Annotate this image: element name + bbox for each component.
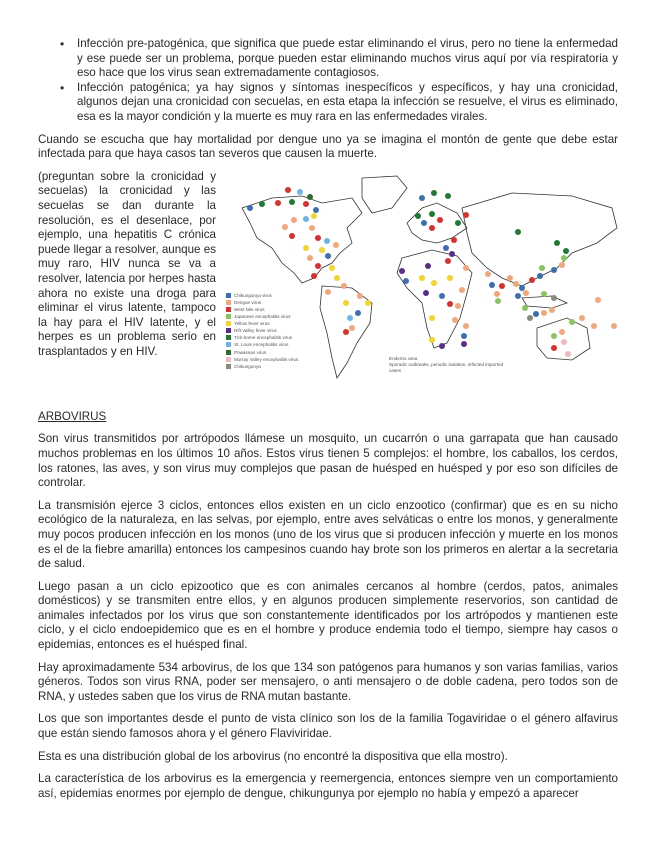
legend-item: Yellow fever virus [226,320,298,327]
legend-item: Murray Valley encephalitis virus [226,356,298,363]
paragraph: Son virus transmitidos por artrópodos llámese un mosquito, un cucarrón o una garrapata que han causado muchos problemas en los últimos 10 años. Estos virus tienen 5 complejos: el hombre, los caballos, los cerdos, los ratones, las aves, y son virus muy complejos que pasan de huésped en huésped y por eso son difíciles de controlar. [38,432,618,490]
paragraph: Luego pasan a un ciclo epizootico que es con animales cercanos al hombre (cerdos, patos, animales domésticos) y se transmiten entre ellos, y en algunos producen simplemente reservorios, son cantidad de animales infectados por los virus que son constantemente identificados por los artrópodos y mantienen este ciclo, y el ciclo endoepidemico que es en el hombre y produce endemia todo el tiempo, siempre hay casos o epidemias, entonces es el huésped final. [38,579,618,652]
legend-swatch-icon [226,357,231,362]
legend-swatch-icon [226,314,231,319]
legend-swatch-icon [226,293,231,298]
legend-item: Dengue virus [226,299,298,306]
arbovirus-world-map [222,168,630,386]
legend-swatch-icon [226,335,231,340]
legend-item: West Nile virus [226,306,298,313]
legend-swatch-icon [226,328,231,333]
paragraph: Hay aproximadamente 534 arbovirus, de los que 134 son patógenos para humanos y son varias familias, varios géneros. Todos son virus RNA, poder ser mensajero, o anti mensajero o de doble cadena, pero todos son de RNA, y ustedes saben que los virus de RNA mutan bastante. [38,660,618,703]
list-item: • Infección pre-patogénica, que significa que puede estar eliminando el virus, pero no tiene la enfermedad y ese puede ser un problema, porque pueden estar eliminando muchos virus aquí por vía respiratoria y eso hace que los virus sean extremadamente contagiosos. [77,37,618,81]
paragraph: Los que son importantes desde el punto de vista clínico son los de la familia Togaviridae o el género alfavirus que están siendo famosos ahora y el género Flaviviridae. [38,712,618,741]
map-legend-secondary [389,356,509,374]
paragraph-dengue: Cuando se escucha que hay mortalidad por dengue uno ya se imagina el montón de gente que debe estar infectada para que haya casos tan severos que causen la muerte. [38,132,618,161]
legend-item: Rift Valley fever virus [226,327,298,334]
legend-item: Tick-borne encephalitis virus [226,334,298,341]
list-item: • Infección patogénica; ya hay signos y síntomas inespecíficos y específicos, y hay una cronicidad, algunos dejan una cronicidad con secuelas, en esta etapa la infección se resuelve, el virus es eliminado, esa es la mayor condición y la muerte es muy rara en las enfermedades virales. [77,81,618,125]
section-heading: ARBOVIRUS [38,409,107,423]
legend-sporadic: Sporadic outbreaks, periodic isolation, infected imported cases [389,361,504,373]
legend-swatch-icon [226,321,231,326]
legend-swatch-icon [226,307,231,312]
legend-swatch-icon [226,342,231,347]
legend-item: Chikungunya virus [226,292,298,299]
legend-swatch-icon [226,364,231,369]
legend-item: Japanese encephalitis virus [226,313,298,320]
text-with-figure [38,170,618,392]
paragraph: Esta es una distribución global de los arbovirus (no encontré la dispositiva que ella mostro). [38,749,508,763]
document-page [38,37,618,809]
legend-swatch-icon [226,350,231,355]
legend-endemic: Endemic area [389,355,418,361]
infection-stages-list [38,37,618,125]
map-legend [226,292,298,370]
legend-item: Chikungunya [226,363,298,370]
paragraph: La característica de los arbovirus es la emergencia y reemergencia, entonces siempre ven un comportamiento así, epidemias enormes por ejemplo de dengue, chikungunya por ejemplo no había y empezó a aparecer [38,772,618,800]
legend-swatch-icon [226,300,231,305]
legend-item: St. Louis encephalitis virus [226,341,298,348]
side-paragraph: (preguntan sobre la cronicidad y secuelas) la cronicidad y las secuelas se dan durante la resolución, es el desenlace, por ejemplo, una hepatitis C crónica puede llegar a resolver, aunque es muy raro, HIV nunca se va a resolver, latencia por herpes hasta ahora no existe una droga para eliminar el virus latente, tampoco la hay para el HIV latente, y el herpes es un problema serio en trasplantados y en HIV. [38,169,216,358]
paragraph: La transmisión ejerce 3 ciclos, entonces ellos existen en un ciclo enzootico (confirmar) que es en su nicho ecológico de la naturaleza, en las selvas, por ejemplo, entre aves selváticas o entre los monos, y generalmente muy pocos producen infección en los monos (uno de los virus que si producen infección y muerte en los monos es el de la fiebre amarilla) entonces los campesinos cuando hay brote son los primeros en alertar a la secretaria de salud. [38,498,618,571]
legend-item: Powassan virus [226,349,298,356]
